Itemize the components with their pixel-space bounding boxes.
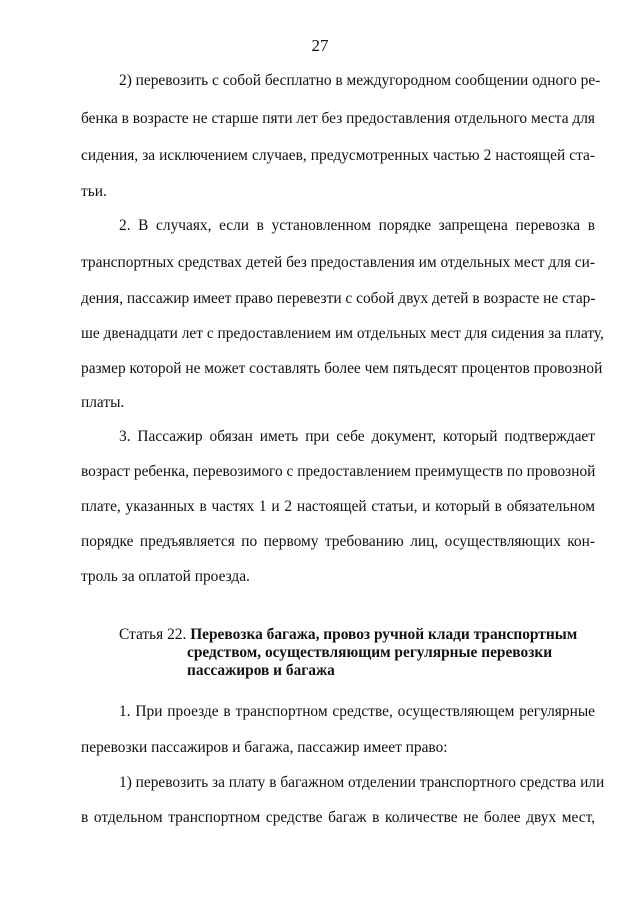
paragraph-line: 3. Пассажир обязан иметь при себе документ, который подтверждает [119,428,595,445]
paragraph-line: 2) перевозить с собой бесплатно в междугородном сообщении одного ре- [119,72,601,89]
paragraph-line: сидения, за исключением случаев, предусмотренных частью 2 настоящей ста- [81,147,595,164]
paragraph-line: транспортных средствах детей без предоставления им отдельных мест для си- [81,254,595,271]
paragraph-line: ше двенадцати лет с предоставлением им отдельных мест для сидения за плату, [81,325,604,342]
article-heading [119,626,595,680]
paragraph-line: порядке предъявляется по первому требованию лиц, осуществляющих кон- [81,533,595,550]
paragraph-line: плате, указанных в частях 1 и 2 настоящей статьи, и который в обязательном [81,498,595,515]
paragraph-line: возраст ребенка, перевозимого с предоставлением преимуществ по провозной [81,463,596,480]
paragraph-line: платы. [81,394,125,411]
paragraph-line: в отдельном транспортном средстве багаж в количестве не более двух мест, [81,809,595,826]
paragraph-line: 1. При проезде в транспортном средстве, осуществляющем регулярные [119,703,595,720]
paragraph-line: 2. В случаях, если в установленном порядке запрещена перевозка в [119,217,595,234]
article-title-line: средством, осуществляющим регулярные перевозки [187,644,553,661]
paragraph-line: троль за оплатой проезда. [81,568,250,585]
paragraph-line: тьи. [81,183,107,200]
paragraph-line: перевозки пассажиров и багажа, пассажир имеет право: [81,739,448,756]
page-number: 27 [311,36,329,55]
paragraph-line: бенка в возрасте не старше пяти лет без предоставления отдельного места для [81,110,595,127]
article-title-line: пассажиров и багажа [187,662,335,679]
paragraph-line: дения, пассажир имеет право перевезти с собой двух детей в возрасте не стар- [81,290,596,307]
paragraph-line: 1) перевозить за плату в багажном отделении транспортного средства или [119,774,605,791]
paragraph-line: размер которой не может составлять более чем пятьдесят процентов провозной [81,360,603,377]
article-title-line: Перевозка багажа, провоз ручной клади транспортным [190,626,578,643]
article-label: Статья 22. [119,626,187,643]
